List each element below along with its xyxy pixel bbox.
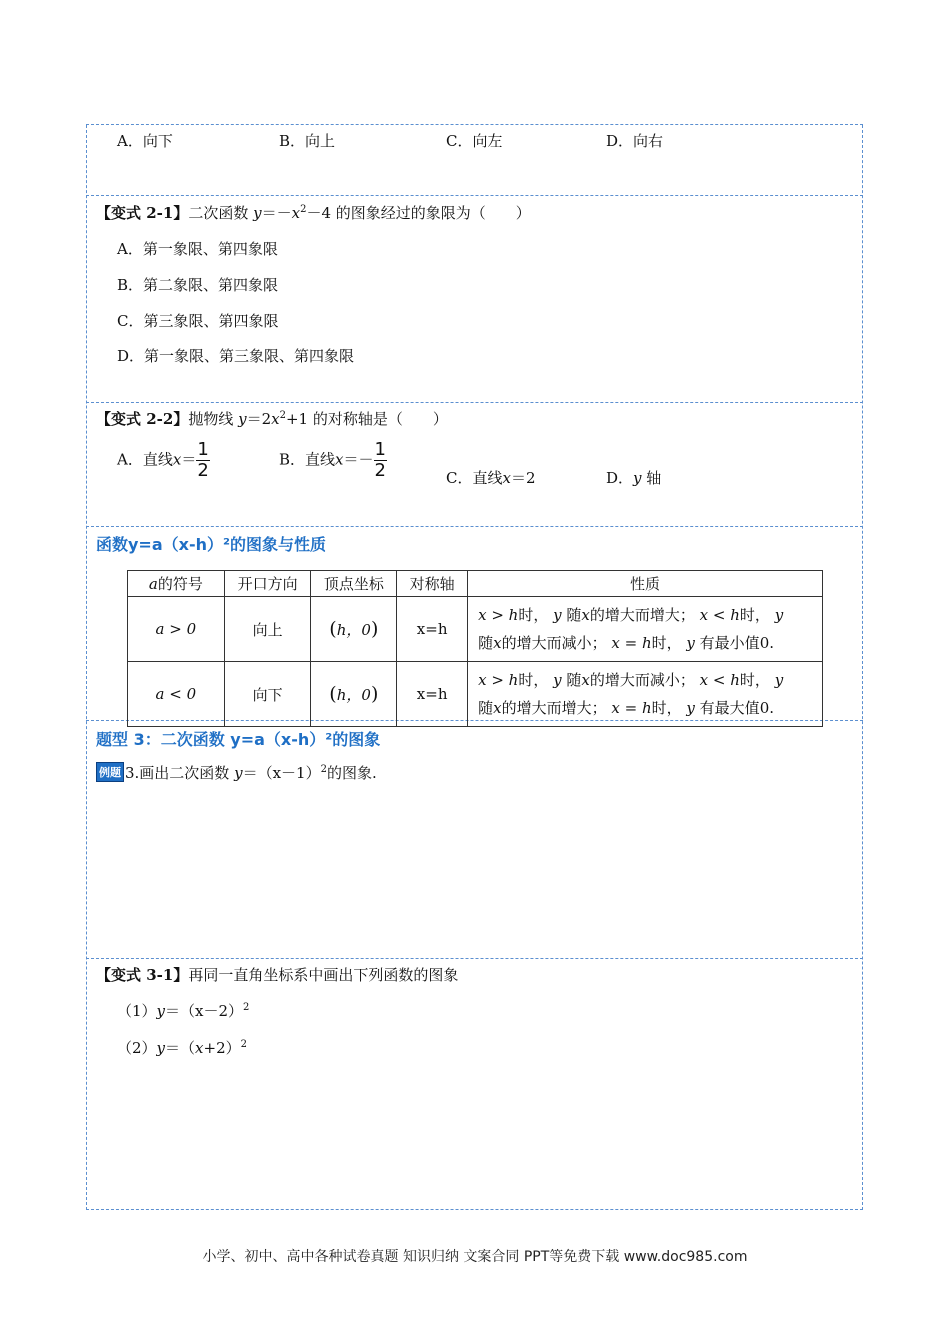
prop-text: 的增大而增大； [501,699,607,717]
cell-sign [128,597,225,662]
option-label: A．直线 [117,450,173,469]
cell-direction: 向上 [224,597,311,662]
option-label: D． [606,469,634,487]
table-row [128,662,823,727]
fraction [374,440,387,481]
example-end: 的图象. [326,764,377,782]
variant-tag: 【变式 3-1】 [96,966,189,984]
divider [86,402,863,403]
header-axis: 对称轴 [397,571,468,597]
cell-direction: 向下 [224,662,311,727]
frac-den: 2 [197,460,209,481]
prop-text: 时， [651,634,682,652]
variant-2-1-option-d: D．第一象限、第三象限、第四象限 [117,347,355,365]
cell-vertex: (h，0) [311,662,397,727]
prop-text: 随 [566,606,582,624]
eq: ＝ [181,450,197,469]
prop-value: 0 [759,699,770,717]
item-eq: ＝（x－2） [165,1002,244,1020]
item-number: （2） [117,1039,157,1057]
option-b: B．向上 [279,132,336,150]
variant-3-1-item-2: $(2)y=(x+2)^2$ [117,1039,248,1057]
variant-2-1-option-c: C．第三象限、第四象限 [117,312,279,330]
stem-pre: 抛物线 [188,410,239,428]
prop-text: 随 [478,699,494,717]
cell-axis: x=h [397,662,468,727]
variant-3-1-item-1: $(1)y=(x-2)^2$ [117,1002,250,1020]
sign-text: a > 0 [155,620,197,638]
example-eq: ＝（x－1） [242,764,321,782]
sign-text: a < 0 [155,685,197,703]
example-text: 3.画出二次函数 [125,764,235,782]
header-vertex: 顶点坐标 [311,571,397,597]
section-heading: 函数y=a（x-h）²的图象与性质 [96,535,326,554]
frac-den: 2 [374,460,386,481]
prop-text: 时， [739,606,770,624]
divider [86,1209,863,1210]
table-header-row [128,571,823,597]
option-value: ＝2 [510,469,536,487]
prop-text: 的增大而减小； [589,671,695,689]
frac-num: 1 [374,439,386,460]
prop-text: 随 [566,671,582,689]
option-a: A．向下 [117,132,173,150]
header-text: 的符号 [157,575,203,593]
variant-2-2-option-d: D．y 轴 [606,469,662,487]
example-badge: 例题 [96,762,124,782]
prop-text: 时， [518,671,549,689]
option-d: D．向右 [606,132,664,150]
properties-table [127,570,823,727]
prop-text: . [769,699,775,717]
header-properties: 性质 [468,571,823,597]
variant-2-1-stem: 【变式 2-1】二次函数 $y=-x^2-4$ 的图象经过的象限为（ ） [96,204,531,222]
prop-text: 随 [478,634,494,652]
variant-2-2-option-c: C．直线x＝2 [446,469,536,487]
prop-text: 时， [651,699,682,717]
variant-2-2-option-b: B．直线x＝－ $\frac{1}{2}$ [279,439,386,481]
frac-num: 1 [197,439,209,460]
cell-sign [128,662,225,727]
divider [86,124,863,125]
divider [86,526,863,527]
option-value: 轴 [641,469,662,487]
divider [86,195,863,196]
item-eq: ＝（ [165,1039,196,1057]
exponent: 2 [243,1002,250,1013]
cell-properties: x > h时， y 随x的增大而减小； x < h时， y 随x的增大而增大； x = h时， y 有最大值0. [468,662,823,727]
variant-3-1-stem [96,964,458,985]
prop-text: . [769,634,775,652]
stem-pre: 二次函数 [188,204,254,222]
variant-2-1-option-b: B．第二象限、第四象限 [117,276,279,294]
header-sign: a的符号 [128,571,225,597]
variant-2-2-option-a: A．直线x＝ $\frac{1}{2}$ [117,439,209,481]
variant-tag: 【变式 2-1】 [96,204,189,222]
divider [86,958,863,959]
stem-post: +1 的对称轴是（ ） [285,410,448,428]
option-c: C．向左 [446,132,503,150]
stem-eq: ＝－ [261,204,292,222]
prop-value: 0 [759,634,770,652]
prop-text: 有最小值 [699,634,760,652]
vertex-text: h，0 [336,621,371,639]
exponent: 2 [240,1039,248,1050]
eq: ＝－ [343,450,374,469]
stem-text: 再同一直角坐标系中画出下列函数的图象 [188,966,459,984]
fraction [196,440,209,481]
prop-text: 有最大值 [699,699,760,717]
prop-text: 时， [518,606,549,624]
variant-tag: 【变式 2-2】 [96,410,189,428]
prop-text: 时， [739,671,770,689]
exponent: 2 [320,764,327,775]
cell-axis: x=h [397,597,468,662]
cell-properties: x > h时， y 随x的增大而增大； x < h时， y 随x的增大而减小； x = h时， y 有最小值0. [468,597,823,662]
example-3: 例题 3.画出二次函数 $y=(x-1)^2$的图象. [96,762,377,783]
stem-post: －4 的图象经过的象限为（ ） [306,204,531,222]
item-number: （1） [117,1002,157,1020]
prop-text: 的增大而增大； [589,606,695,624]
stem-mid: ＝2 [246,410,272,428]
header-direction: 开口方向 [224,571,311,597]
variant-2-1-option-a: A．第一象限、第四象限 [117,240,278,258]
prop-text: 的增大而减小； [501,634,607,652]
variant-2-2-stem: 【变式 2-2】抛物线 $y=2x^2+1$ 的对称轴是（ ） [96,410,448,428]
type3-heading: 题型 3：二次函数 y=a（x-h）²的图象 [96,730,381,749]
page-footer: 小学、初中、高中各种试卷真题 知识归纳 文案合同 PPT等免费下载 www.doc985.com [202,1249,748,1265]
item-eq-end: +2） [203,1039,241,1057]
cell-vertex: (h，0) [311,597,397,662]
vertex-text: h，0 [336,686,371,704]
option-label: B．直线 [279,450,336,469]
option-label: C．直线 [446,469,503,487]
table-row [128,597,823,662]
